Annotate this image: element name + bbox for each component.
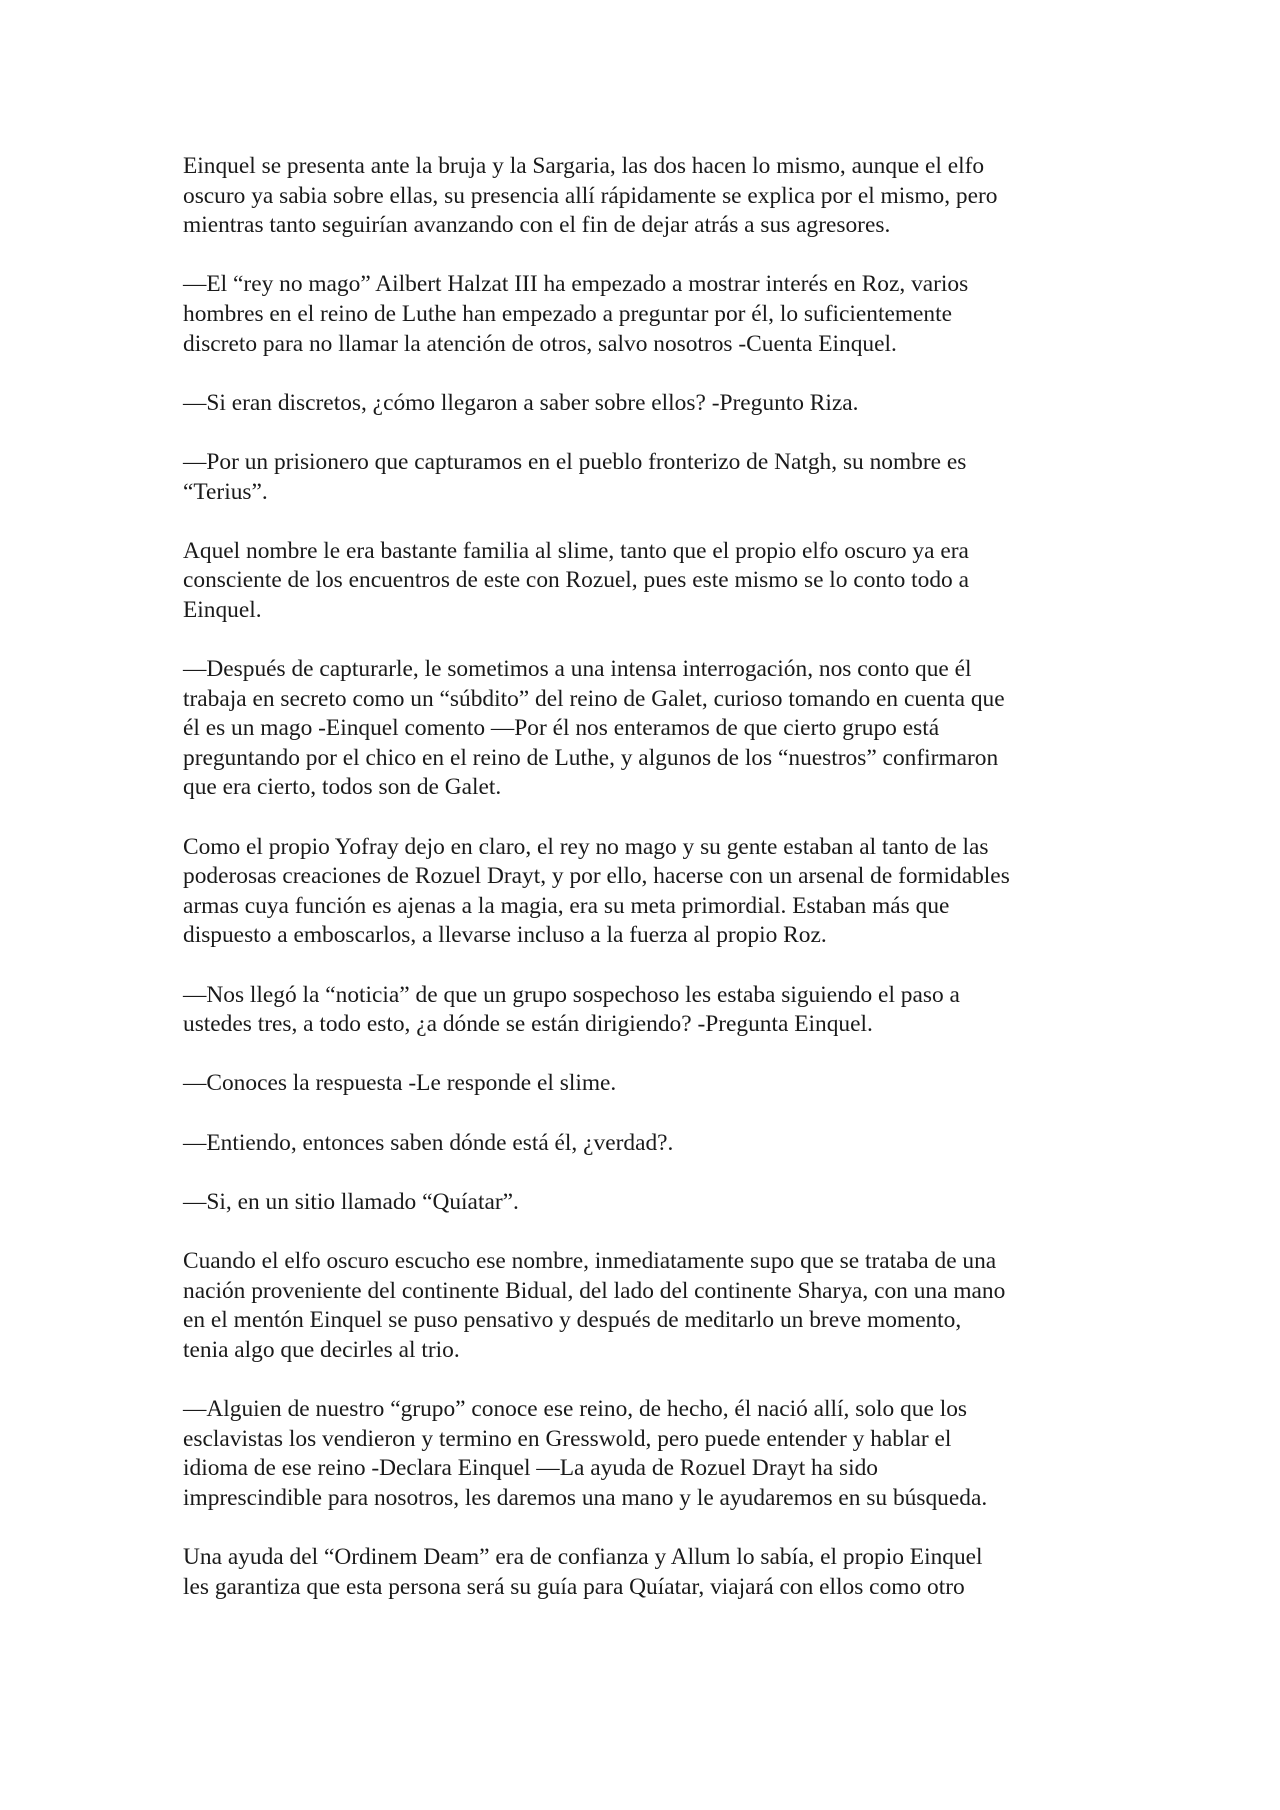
paragraph (183, 1543, 1113, 1602)
text-line: idioma de ese reino -Declara Einquel —La ayuda de Rozuel Drayt ha sido (183, 1455, 878, 1482)
text-line: Una ayuda del “Ordinem Deam” era de confianza y Allum lo sabía, el propio Einquel (183, 1543, 983, 1570)
document-body (183, 152, 1113, 1632)
text-line: Einquel se presenta ante la bruja y la Sargaria, las dos hacen lo mismo, aunque el elfo (183, 153, 985, 179)
text-line: imprescindible para nosotros, les daremos una mano y le ayudaremos en su búsqueda. (183, 1484, 988, 1511)
text-line: —Nos llegó la “noticia” de que un grupo sospechoso les estaba siguiendo el paso a (183, 981, 960, 1008)
text-line: les garantiza que esta persona será su guía para Quíatar, viajará con ellos como otro (183, 1573, 965, 1600)
paragraph (183, 1188, 1113, 1218)
text-line: —Entiendo, entonces saben dónde está él, ¿verdad?. (183, 1129, 674, 1156)
text-line: Cuando el elfo oscuro escucho ese nombre, inmediatamente supo que se trataba de una (183, 1247, 997, 1274)
text-line: Aquel nombre le era bastante familia al slime, tanto que el propio elfo oscuro ya era (183, 537, 969, 564)
text-line: preguntando por el chico en el reino de Luthe, y algunos de los “nuestros” confirmaron (183, 744, 999, 771)
text-line: Einquel. (183, 596, 262, 623)
text-line: mientras tanto seguirían avanzando con el fin de dejar atrás a sus agresores. (183, 212, 891, 239)
text-line: él es un mago -Einquel comento —Por él nos enteramos de que cierto grupo está (183, 715, 940, 742)
text-line: —Después de capturarle, le sometimos a una intensa interrogación, nos conto que él (183, 656, 972, 683)
text-line: —Alguien de nuestro “grupo” conoce ese reino, de hecho, él nació allí, solo que los (183, 1395, 967, 1422)
paragraph (183, 1069, 1113, 1099)
paragraph (183, 1247, 1113, 1365)
paragraph (183, 1395, 1113, 1513)
text-line: Como el propio Yofray dejo en claro, el rey no mago y su gente estaban al tanto de las (183, 833, 989, 860)
text-line: consciente de los encuentros de este con Rozuel, pues este mismo se lo conto todo a (183, 567, 969, 594)
text-line: —El “rey no mago” Ailbert Halzat III ha empezado a mostrar interés en Roz, varios (183, 271, 969, 298)
paragraph (183, 537, 1113, 626)
text-line: dispuesto a emboscarlos, a llevarse incluso a la fuerza al propio Roz. (183, 922, 827, 949)
text-line: tenia algo que decirles al trio. (183, 1336, 460, 1363)
text-line: hombres en el reino de Luthe han empezado a preguntar por él, lo suficientemente (183, 300, 952, 327)
paragraph (183, 389, 1113, 419)
text-line: ustedes tres, a todo esto, ¿a dónde se están dirigiendo? -Pregunta Einquel. (183, 1011, 873, 1038)
paragraph (183, 981, 1113, 1040)
text-line: oscuro ya sabia sobre ellas, su presencia allí rápidamente se explica por el mismo, pero (183, 182, 998, 209)
paragraph (183, 448, 1113, 507)
text-line: —Si eran discretos, ¿cómo llegaron a saber sobre ellos? -Pregunto Riza. (183, 389, 859, 416)
text-line: en el mentón Einquel se puso pensativo y después de meditarlo un breve momento, (183, 1307, 962, 1334)
text-line: —Conoces la respuesta -Le responde el slime. (183, 1070, 617, 1097)
paragraph (183, 270, 1113, 359)
text-line: armas cuya función es ajenas a la magia, era su meta primordial. Estaban más que (183, 892, 950, 919)
text-line: poderosas creaciones de Rozuel Drayt, y por ello, hacerse con un arsenal de formidables (183, 863, 1010, 890)
text-line: nación proveniente del continente Bidual, del lado del continente Sharya, con una mano (183, 1277, 1006, 1304)
text-line: discreto para no llamar la atención de otros, salvo nosotros -Cuenta Einquel. (183, 330, 897, 357)
paragraph (183, 655, 1113, 803)
paragraph (183, 152, 1113, 241)
paragraph (183, 833, 1113, 951)
text-line: “Terius”. (183, 478, 268, 505)
text-line: esclavistas los vendieron y termino en Gresswold, pero puede entender y hablar el (183, 1425, 952, 1452)
text-line: trabaja en secreto como un “súbdito” del reino de Galet, curioso tomando en cuenta que (183, 685, 1005, 712)
paragraph (183, 1129, 1113, 1159)
text-line: —Si, en un sitio llamado “Quíatar”. (183, 1188, 519, 1215)
text-line: que era cierto, todos son de Galet. (183, 774, 502, 801)
text-line: —Por un prisionero que capturamos en el pueblo fronterizo de Natgh, su nombre es (183, 448, 967, 475)
